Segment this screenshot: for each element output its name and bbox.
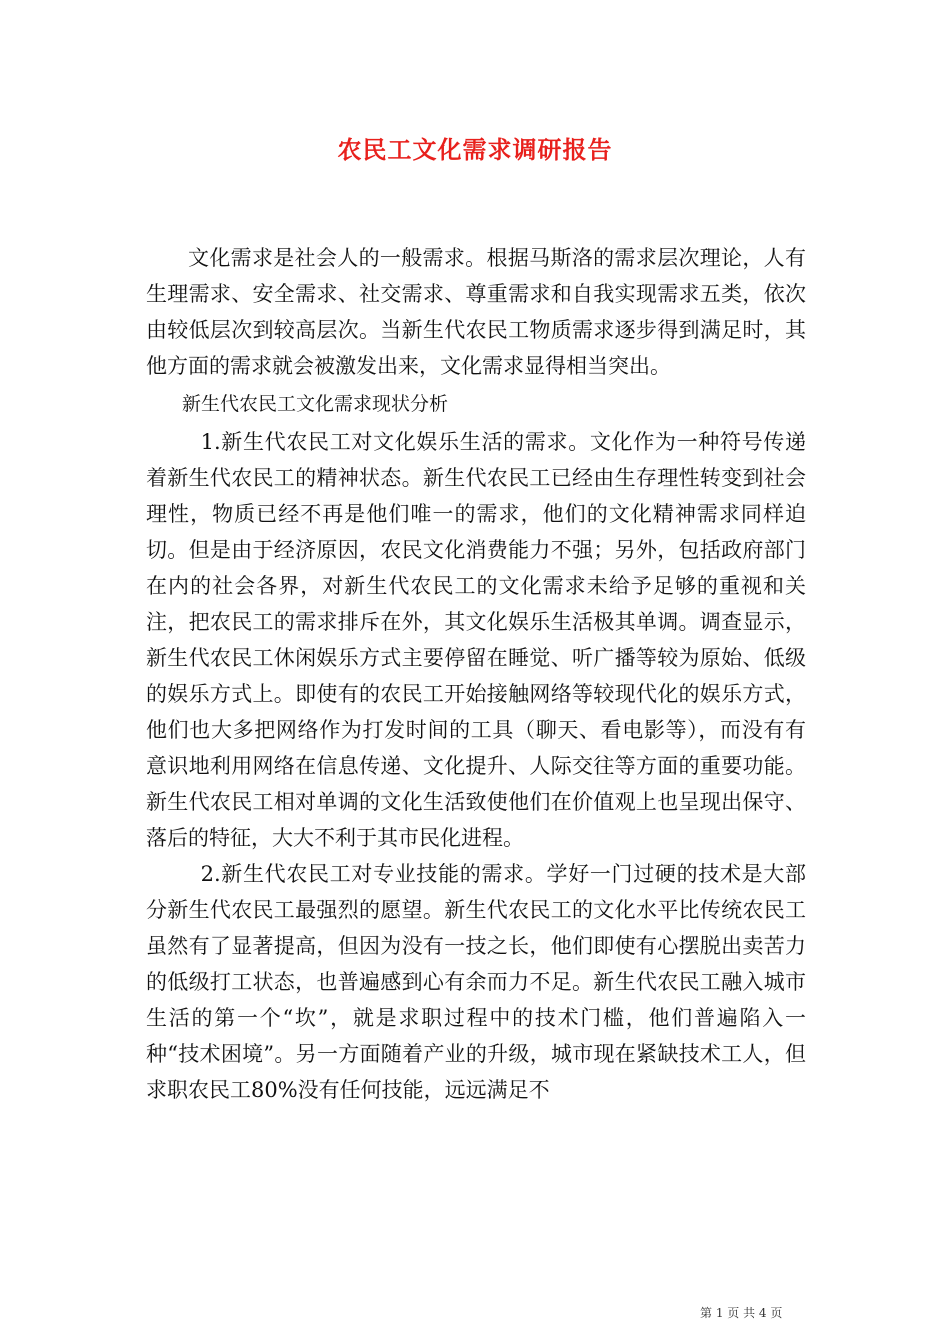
- document-body: [146, 240, 806, 1108]
- point-2-paragraph: 2.新生代农民工对专业技能的需求。学好一门过硬的技术是大部分新生代农民工最强烈的愿望。新生代农民工的文化水平比传统农民工虽然有了显著提高，但因为没有一技之长，他们即使有心摆脱出卖苦力的低级打工状态，也普遍感到心有余而力不足。新生代农民工融入城市生活的第一个“坎”，就是求职过程中的技术门槛，他们普遍陷入一种“技术困境”。另一方面随着产业的升级，城市现在紧缺技术工人，但求职农民工80%没有任何技能，远远满足不: [146, 862, 806, 1102]
- point-1-paragraph: 1.新生代农民工对文化娱乐生活的需求。文化作为一种符号传递着新生代农民工的精神状态。新生代农民工已经由生存理性转变到社会理性，物质已经不再是他们唯一的需求，他们的文化精神需求同样迫切。但是由于经济原因，农民文化消费能力不强；另外，包括政府部门在内的社会各界，对新生代农民工的文化需求未给予足够的重视和关注，把农民工的需求排斥在外，其文化娱乐生活极其单调。调查显示，新生代农民工休闲娱乐方式主要停留在睡觉、听广播等较为原始、低级的娱乐方式上。即使有的农民工开始接触网络等较现代化的娱乐方式，他们也大多把网络作为打发时间的工具（聊天、看电影等），而没有有意识地利用网络在信息传递、文化提升、人际交往等方面的重要功能。新生代农民工相对单调的文化生活致使他们在价值观上也呈现出保守、落后的特征，大大不利于其市民化进程。: [146, 430, 806, 850]
- page-footer: 第 1 页 共 4 页: [700, 1306, 783, 1320]
- section-heading: 新生代农民工文化需求现状分析: [182, 393, 449, 415]
- document-title: 农民工文化需求调研报告: [337, 135, 613, 164]
- intro-paragraph: 文化需求是社会人的一般需求。根据马斯洛的需求层次理论，人有生理需求、安全需求、社交需求、尊重需求和自我实现需求五类，依次由较低层次到较高层次。当新生代农民工物质需求逐步得到满足时，其他方面的需求就会被激发出来，文化需求显得相当突出。: [146, 246, 806, 378]
